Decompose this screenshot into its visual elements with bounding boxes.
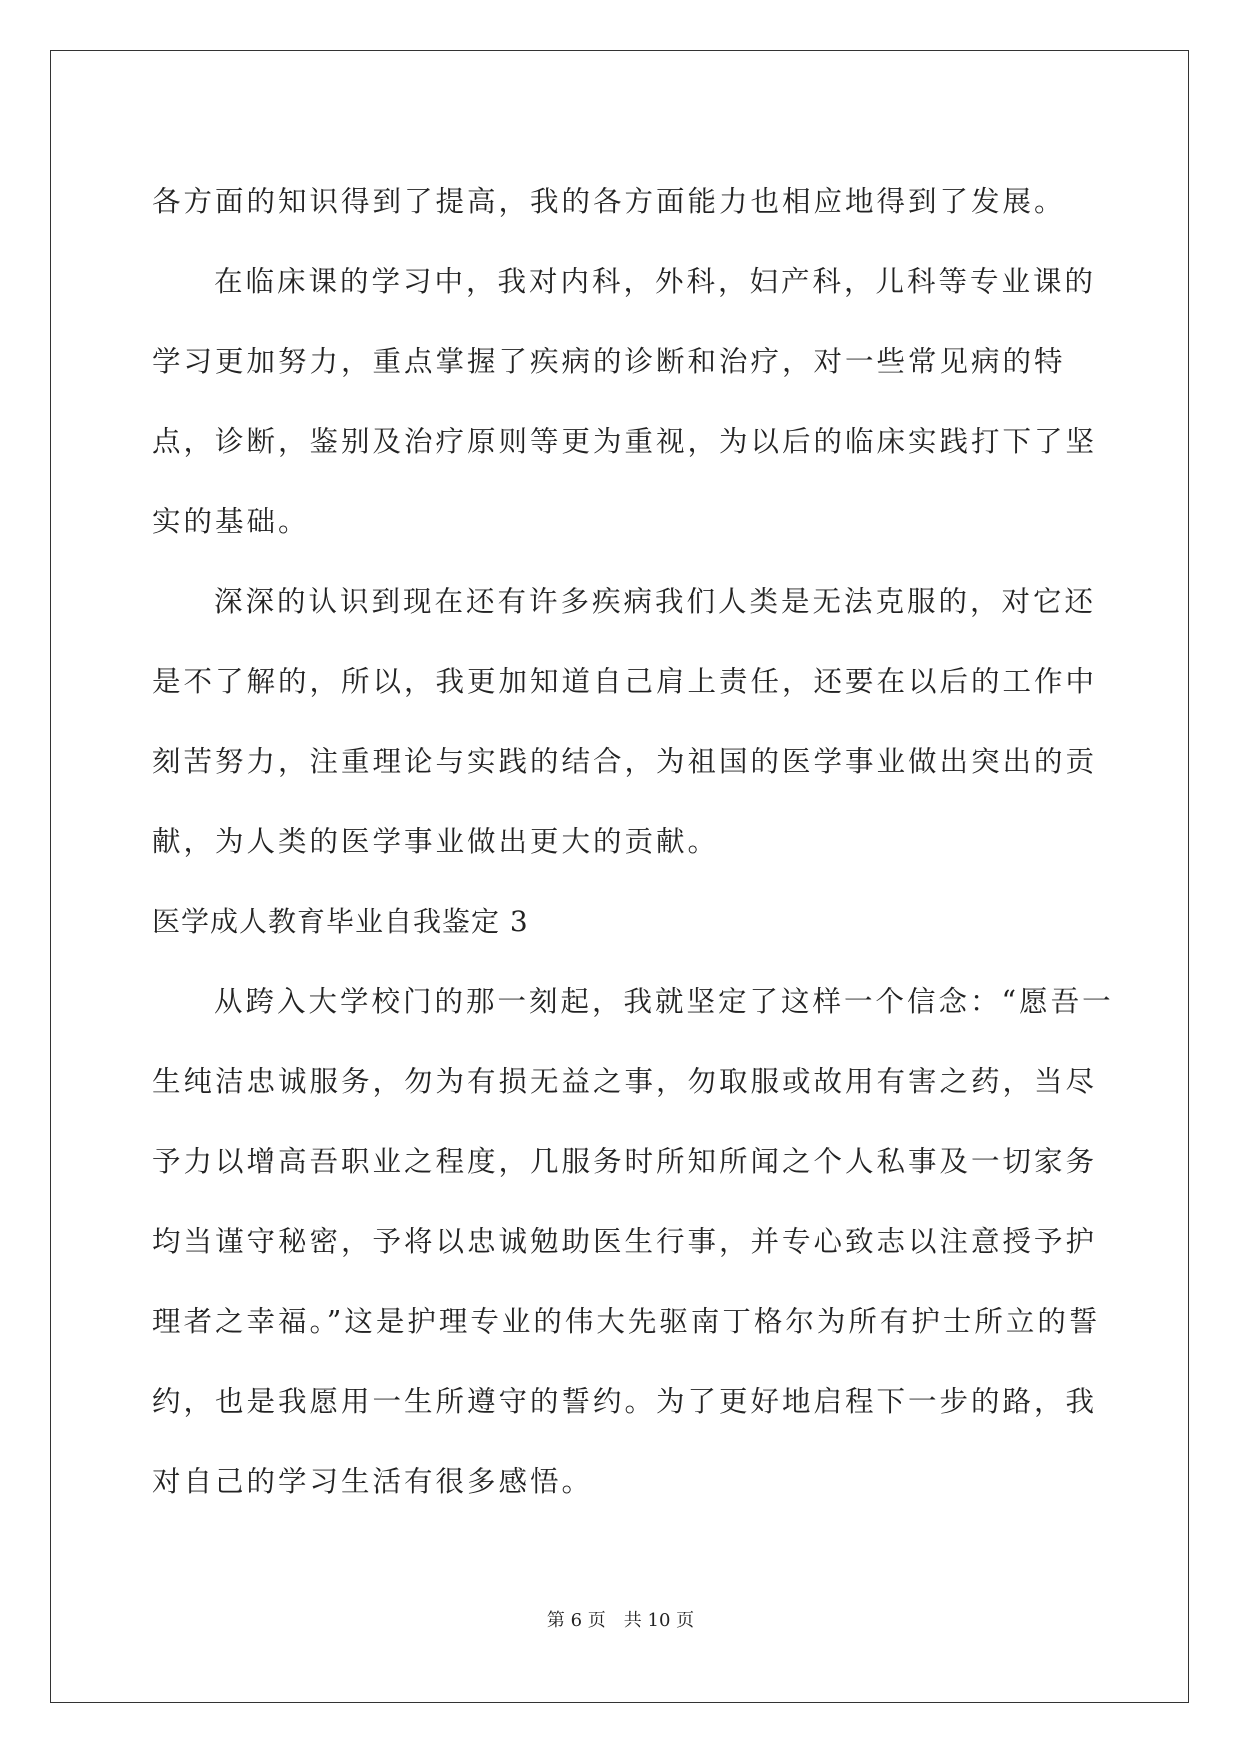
paragraph: 在临床课的学习中，我对内科，外科，妇产科，儿科等专业课的学习更加努力，重点掌握了疾病的诊断和治疗，对一些常见病的特点，诊断，鉴别及治疗原则等更为重视，为以后的临床实践打下了坚实的基础。 — [152, 265, 1098, 538]
paragraph: 深深的认识到现在还有许多疾病我们人类是无法克服的，对它还是不了解的，所以，我更加知道自己肩上责任，还要在以后的工作中刻苦努力，注重理论与实践的结合，为祖国的医学事业做出突出的贡献，为人类的医学事业做出更大的贡献。 — [152, 585, 1098, 858]
page-footer: 第 6 页 共 10 页 — [546, 1610, 695, 1631]
document-body — [152, 162, 1120, 1522]
section-heading: 医学成人教育毕业自我鉴定 3 — [152, 905, 529, 938]
paragraph: 从跨入大学校门的那一刻起，我就坚定了这样一个信念：“愿吾一生纯洁忠诚服务，勿为有损无益之事，勿取服或故用有害之药，当尽予力以增高吾职业之程度，几服务时所知所闻之个人私事及一切家务均当谨守秘密，予将以忠诚勉助医生行事，并专心致志以注意授予护理者之幸福。”这是护理专业的伟大先驱南丁格尔为所有护士所立的誓约，也是我愿用一生所遵守的誓约。为了更好地启程下一步的路，我对自己的学习生活有很多感悟。 — [152, 985, 1114, 1498]
paragraph: 各方面的知识得到了提高，我的各方面能力也相应地得到了发展。 — [152, 185, 1066, 218]
